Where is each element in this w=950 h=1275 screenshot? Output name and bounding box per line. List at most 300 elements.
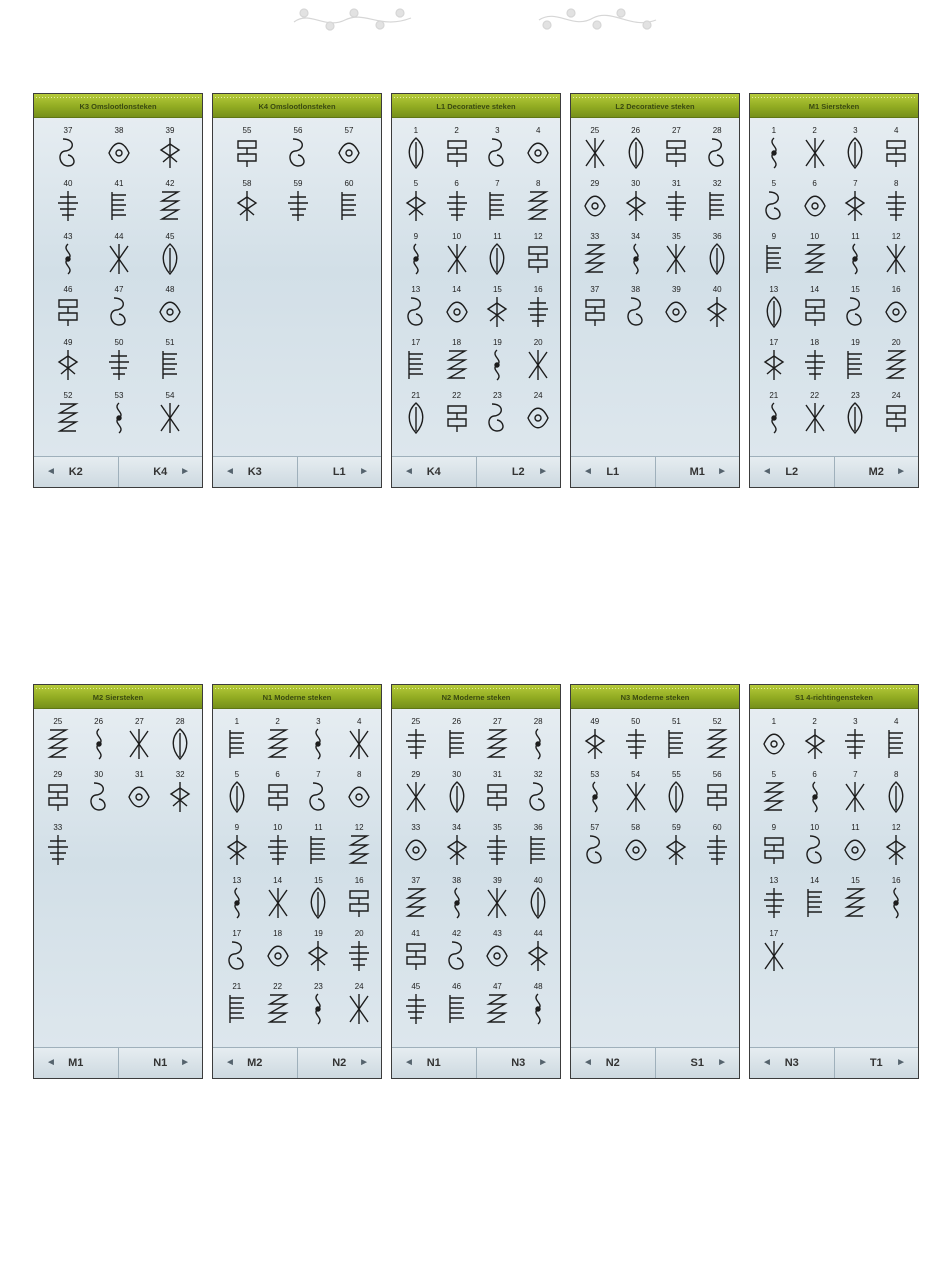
stitch-button[interactable] [619, 232, 653, 280]
stitch-button[interactable] [838, 717, 872, 765]
stitch-number: 52 [712, 717, 722, 726]
stitch-button[interactable] [521, 717, 555, 765]
stitch-button[interactable] [399, 982, 433, 1030]
stitch-pattern-icon [663, 242, 689, 276]
stitch-number: 23 [850, 391, 860, 400]
stitch-button[interactable] [51, 391, 85, 439]
stitch-number: 24 [891, 391, 901, 400]
stitch-number: 17 [769, 929, 779, 938]
stitch-number: 28 [712, 126, 722, 135]
stitch-number: 44 [114, 232, 124, 241]
stitch-button[interactable] [41, 770, 75, 818]
next-page-button[interactable] [297, 1048, 382, 1078]
stitch-button[interactable] [342, 876, 376, 924]
stitch-pattern-icon [525, 189, 551, 223]
stitch-pattern-icon [842, 401, 868, 435]
stitch-pattern-icon [761, 136, 787, 170]
previous-page-button[interactable] [750, 457, 834, 487]
next-page-button[interactable] [297, 457, 382, 487]
stitch-button[interactable] [521, 232, 555, 280]
stitch-number: 60 [712, 823, 722, 832]
stitch-button[interactable] [700, 285, 734, 333]
stitch-pattern-icon [704, 136, 730, 170]
stitch-button[interactable] [521, 338, 555, 386]
stitch-button[interactable] [700, 232, 734, 280]
stitch-button[interactable] [102, 285, 136, 333]
next-page-button[interactable] [655, 1048, 740, 1078]
stitch-button[interactable] [480, 982, 514, 1030]
next-page-button[interactable] [834, 1048, 919, 1078]
stitch-button[interactable] [342, 770, 376, 818]
stitch-button[interactable] [757, 770, 791, 818]
stitch-number: 31 [671, 179, 681, 188]
stitch-pattern-icon [525, 886, 551, 920]
stitch-button[interactable] [102, 391, 136, 439]
stitch-button[interactable] [301, 929, 335, 977]
stitch-button[interactable] [838, 285, 872, 333]
stitch-button[interactable] [700, 179, 734, 227]
stitch-button[interactable] [480, 929, 514, 977]
stitch-button[interactable] [399, 126, 433, 174]
stitch-pattern-icon [842, 348, 868, 382]
stitch-pattern-icon [704, 833, 730, 867]
stitch-button[interactable] [332, 179, 366, 227]
stitch-button[interactable] [521, 285, 555, 333]
stitch-button[interactable] [220, 823, 254, 871]
stitch-button[interactable] [838, 391, 872, 439]
stitch-pattern-icon [106, 242, 132, 276]
stitch-button[interactable] [440, 232, 474, 280]
stitch-pattern-icon [157, 189, 183, 223]
stitch-button[interactable] [122, 717, 156, 765]
stitch-pattern-icon [346, 780, 372, 814]
stitch-pattern-icon [883, 833, 909, 867]
stitch-button[interactable] [480, 285, 514, 333]
stitch-button[interactable] [480, 232, 514, 280]
stitch-pattern-icon [842, 780, 868, 814]
stitch-button[interactable] [757, 232, 791, 280]
stitch-button[interactable] [342, 982, 376, 1030]
stitch-button[interactable] [480, 338, 514, 386]
stitch-button[interactable] [838, 126, 872, 174]
stitch-number: 20 [354, 929, 364, 938]
page-navigation [213, 1047, 381, 1078]
stitch-number: 26 [94, 717, 104, 726]
stitch-pattern-icon [582, 189, 608, 223]
stitch-button[interactable] [757, 338, 791, 386]
stitch-button[interactable] [879, 876, 913, 924]
stitch-button[interactable] [700, 717, 734, 765]
stitch-button[interactable] [399, 876, 433, 924]
stitch-pattern-icon [623, 189, 649, 223]
stitch-number: 3 [316, 717, 321, 726]
stitch-button[interactable] [230, 126, 264, 174]
stitch-button[interactable] [153, 391, 187, 439]
stitch-button[interactable] [659, 232, 693, 280]
stitch-button[interactable] [700, 770, 734, 818]
stitch-button[interactable] [230, 179, 264, 227]
stitch-pattern-icon [663, 295, 689, 329]
previous-page-button[interactable] [571, 1048, 655, 1078]
stitch-pattern-icon [525, 727, 551, 761]
next-page-button[interactable] [655, 457, 740, 487]
stitch-button[interactable] [879, 285, 913, 333]
stitch-button[interactable] [480, 876, 514, 924]
stitch-number: 4 [356, 717, 362, 726]
stitch-number: 42 [165, 179, 175, 188]
stitch-button[interactable] [261, 982, 295, 1030]
stitch-button[interactable] [619, 285, 653, 333]
stitch-button[interactable] [440, 982, 474, 1030]
stitch-button[interactable] [220, 982, 254, 1030]
stitch-button[interactable] [261, 823, 295, 871]
stitch-button[interactable] [619, 179, 653, 227]
stitch-pattern-icon [663, 727, 689, 761]
stitch-button[interactable] [619, 717, 653, 765]
stitch-button[interactable] [798, 391, 832, 439]
stitch-button[interactable] [838, 876, 872, 924]
stitch-number: 35 [671, 232, 681, 241]
stitch-number: 6 [454, 179, 459, 188]
page-navigation [750, 1047, 918, 1078]
next-page-button[interactable] [118, 457, 203, 487]
stitch-button[interactable] [440, 770, 474, 818]
stitch-pattern-icon [265, 780, 291, 814]
stitch-button[interactable] [440, 179, 474, 227]
stitch-button[interactable] [399, 179, 433, 227]
previous-page-button[interactable] [213, 457, 297, 487]
arrow-left-icon: ◄ [404, 466, 414, 477]
stitch-button[interactable] [301, 770, 335, 818]
stitch-button[interactable] [102, 179, 136, 227]
stitch-button[interactable] [261, 717, 295, 765]
stitch-button[interactable] [102, 232, 136, 280]
stitch-button[interactable] [122, 770, 156, 818]
arrow-right-icon: ► [896, 1057, 906, 1068]
stitch-button[interactable] [220, 717, 254, 765]
stitch-pattern-icon [484, 780, 510, 814]
stitch-button[interactable] [440, 285, 474, 333]
stitch-button[interactable] [51, 285, 85, 333]
stitch-pattern-icon [883, 189, 909, 223]
stitch-number: 18 [273, 929, 283, 938]
stitch-number: 25 [590, 126, 600, 135]
stitch-button[interactable] [399, 770, 433, 818]
stitch-button[interactable] [521, 126, 555, 174]
stitch-button[interactable] [399, 929, 433, 977]
arrow-left-icon: ◄ [404, 1057, 414, 1068]
stitch-button[interactable] [838, 770, 872, 818]
stitch-button[interactable] [700, 823, 734, 871]
stitch-number: 2 [812, 717, 817, 726]
stitch-button[interactable] [879, 179, 913, 227]
stitch-button[interactable] [220, 770, 254, 818]
stitch-button[interactable] [220, 929, 254, 977]
stitch-button[interactable] [619, 823, 653, 871]
stitch-number: 36 [712, 232, 722, 241]
page-navigation [213, 456, 381, 487]
stitch-pattern-icon [403, 833, 429, 867]
stitch-button[interactable] [659, 770, 693, 818]
stitch-button[interactable] [578, 232, 612, 280]
stitch-button[interactable] [480, 717, 514, 765]
stitch-button[interactable] [440, 823, 474, 871]
previous-page-button[interactable] [392, 457, 476, 487]
stitch-button[interactable] [879, 717, 913, 765]
stitch-button[interactable] [757, 126, 791, 174]
stitch-button[interactable] [521, 770, 555, 818]
stitch-pattern-icon [663, 833, 689, 867]
stitch-button[interactable] [480, 126, 514, 174]
stitch-button[interactable] [879, 232, 913, 280]
previous-page-button[interactable] [571, 457, 655, 487]
stitch-button[interactable] [153, 338, 187, 386]
stitch-button[interactable] [619, 770, 653, 818]
stitch-button[interactable] [838, 823, 872, 871]
stitch-button[interactable] [578, 285, 612, 333]
stitch-button[interactable] [798, 823, 832, 871]
stitch-button[interactable] [578, 179, 612, 227]
stitch-pattern-icon [45, 727, 71, 761]
stitch-button[interactable] [838, 179, 872, 227]
stitch-number: 11 [851, 232, 860, 241]
page-navigation [392, 456, 560, 487]
next-page-label: K4 [153, 466, 168, 478]
stitch-button[interactable] [798, 338, 832, 386]
stitch-button[interactable] [798, 179, 832, 227]
stitch-button[interactable] [51, 126, 85, 174]
stitch-button[interactable] [220, 876, 254, 924]
stitch-number: 5 [771, 770, 777, 779]
previous-page-label: N1 [426, 1057, 441, 1069]
stitch-number: 23 [492, 391, 502, 400]
stitch-button[interactable] [153, 232, 187, 280]
stitch-pattern-icon [623, 833, 649, 867]
stitch-button[interactable] [82, 770, 116, 818]
stitch-button[interactable] [480, 823, 514, 871]
stitch-pattern-icon [842, 189, 868, 223]
stitch-number: 32 [712, 179, 722, 188]
stitch-button[interactable] [102, 126, 136, 174]
stitch-button[interactable] [578, 717, 612, 765]
stitch-number: 58 [242, 179, 252, 188]
stitch-button[interactable] [440, 876, 474, 924]
previous-page-button[interactable] [34, 457, 118, 487]
stitch-button[interactable] [838, 232, 872, 280]
previous-page-button[interactable] [34, 1048, 118, 1078]
stitch-number: 54 [165, 391, 175, 400]
stitch-button[interactable] [578, 126, 612, 174]
stitch-button[interactable] [659, 285, 693, 333]
stitch-button[interactable] [659, 717, 693, 765]
stitch-button[interactable] [757, 929, 791, 977]
stitch-button[interactable] [480, 179, 514, 227]
stitch-button[interactable] [798, 285, 832, 333]
stitch-pattern-icon [761, 189, 787, 223]
stitch-number: 57 [590, 823, 600, 832]
stitch-pattern-icon [157, 401, 183, 435]
stitch-button[interactable] [301, 876, 335, 924]
stitch-button[interactable] [51, 179, 85, 227]
stitch-pattern-icon [444, 939, 470, 973]
stitch-button[interactable] [440, 338, 474, 386]
stitch-button[interactable] [342, 929, 376, 977]
stitch-button[interactable] [261, 770, 295, 818]
stitch-button[interactable] [578, 823, 612, 871]
stitch-button[interactable] [521, 876, 555, 924]
stitch-number: 24 [533, 391, 543, 400]
stitch-pattern-icon [265, 886, 291, 920]
stitch-number: 39 [492, 876, 502, 885]
stitch-number: 7 [853, 179, 858, 188]
stitch-button[interactable] [521, 179, 555, 227]
stitch-button[interactable] [757, 823, 791, 871]
stitch-button[interactable] [798, 717, 832, 765]
stitch-button[interactable] [757, 179, 791, 227]
stitch-button[interactable] [399, 338, 433, 386]
previous-page-button[interactable] [750, 1048, 834, 1078]
stitch-button[interactable] [798, 770, 832, 818]
stitch-button[interactable] [281, 126, 315, 174]
stitch-number: 17 [769, 338, 779, 347]
stitch-button[interactable] [440, 929, 474, 977]
stitch-pattern-icon [761, 780, 787, 814]
stitch-button[interactable] [51, 338, 85, 386]
stitch-button[interactable] [82, 717, 116, 765]
stitch-button[interactable] [798, 126, 832, 174]
stitch-number: 2 [275, 717, 280, 726]
next-page-button[interactable] [834, 457, 919, 487]
stitch-pattern-icon [305, 992, 331, 1026]
stitch-button[interactable] [521, 982, 555, 1030]
stitch-button[interactable] [163, 717, 197, 765]
stitch-button[interactable] [399, 285, 433, 333]
stitch-button[interactable] [301, 823, 335, 871]
stitch-button[interactable] [521, 391, 555, 439]
stitch-button[interactable] [879, 770, 913, 818]
stitch-button[interactable] [399, 391, 433, 439]
stitch-button[interactable] [399, 717, 433, 765]
previous-page-label: K4 [426, 466, 441, 478]
stitch-button[interactable] [41, 717, 75, 765]
stitch-button[interactable] [879, 391, 913, 439]
stitch-number: 37 [590, 285, 600, 294]
stitch-button[interactable] [757, 391, 791, 439]
stitch-pattern-icon [86, 780, 112, 814]
stitch-button[interactable] [342, 823, 376, 871]
stitch-button[interactable] [659, 823, 693, 871]
stitch-number: 6 [275, 770, 280, 779]
stitch-button[interactable] [301, 717, 335, 765]
stitch-button[interactable] [879, 338, 913, 386]
stitch-button[interactable] [281, 179, 315, 227]
stitch-number: 2 [812, 126, 817, 135]
stitch-pattern-icon [403, 295, 429, 329]
stitch-pattern-icon [336, 136, 362, 170]
stitch-pattern-icon [802, 136, 828, 170]
stitch-button[interactable] [261, 876, 295, 924]
stitch-number: 37 [411, 876, 421, 885]
stitch-button[interactable] [619, 126, 653, 174]
stitch-number: 30 [631, 179, 641, 188]
stitch-button[interactable] [102, 338, 136, 386]
stitch-number: 12 [891, 232, 901, 241]
next-page-button[interactable] [476, 457, 561, 487]
stitch-pattern-icon [704, 242, 730, 276]
stitch-button[interactable] [399, 232, 433, 280]
stitch-number: 14 [810, 876, 820, 885]
stitch-button[interactable] [480, 391, 514, 439]
stitch-button[interactable] [578, 770, 612, 818]
stitch-button[interactable] [879, 823, 913, 871]
stitch-pattern-icon [704, 780, 730, 814]
stitch-button[interactable] [757, 876, 791, 924]
next-page-button[interactable] [476, 1048, 561, 1078]
stitch-button[interactable] [521, 823, 555, 871]
stitch-pattern-icon [444, 833, 470, 867]
stitch-button[interactable] [700, 126, 734, 174]
stitch-pattern-icon [126, 780, 152, 814]
stitch-menu-panel [212, 684, 382, 1079]
page-navigation [34, 1047, 202, 1078]
stitch-button[interactable] [41, 823, 75, 871]
previous-page-button[interactable] [392, 1048, 476, 1078]
stitch-number: 17 [411, 338, 421, 347]
stitch-button[interactable] [757, 285, 791, 333]
stitch-number: 5 [234, 770, 240, 779]
stitch-button[interactable] [153, 285, 187, 333]
stitch-number: 38 [631, 285, 641, 294]
stitch-button[interactable] [51, 232, 85, 280]
stitch-button[interactable] [261, 929, 295, 977]
stitch-button[interactable] [153, 126, 187, 174]
stitch-number: 28 [175, 717, 185, 726]
stitch-pattern-icon [444, 401, 470, 435]
stitch-number: 45 [165, 232, 175, 241]
next-page-button[interactable] [118, 1048, 203, 1078]
stitch-menu-panel [212, 93, 382, 488]
stitch-button[interactable] [757, 717, 791, 765]
stitch-button[interactable] [440, 391, 474, 439]
stitch-number: 43 [63, 232, 73, 241]
stitch-button[interactable] [798, 876, 832, 924]
stitch-button[interactable] [659, 179, 693, 227]
stitch-button[interactable] [399, 823, 433, 871]
stitch-number: 45 [411, 982, 421, 991]
stitch-button[interactable] [153, 179, 187, 227]
stitch-pattern-icon [883, 727, 909, 761]
stitch-pattern-icon [525, 136, 551, 170]
stitch-button[interactable] [838, 338, 872, 386]
stitch-number: 10 [273, 823, 283, 832]
stitch-pattern-icon [285, 189, 311, 223]
stitch-button[interactable] [332, 126, 366, 174]
previous-page-button[interactable] [213, 1048, 297, 1078]
stitch-button[interactable] [659, 126, 693, 174]
stitch-button[interactable] [301, 982, 335, 1030]
stitch-button[interactable] [521, 929, 555, 977]
floral-ornament-right [535, 4, 660, 34]
stitch-button[interactable] [879, 126, 913, 174]
stitch-number: 52 [63, 391, 73, 400]
stitch-button[interactable] [480, 770, 514, 818]
stitch-button[interactable] [798, 232, 832, 280]
stitch-button[interactable] [440, 126, 474, 174]
previous-page-label: L2 [785, 466, 799, 478]
stitch-button[interactable] [163, 770, 197, 818]
stitch-button[interactable] [440, 717, 474, 765]
stitch-button[interactable] [342, 717, 376, 765]
